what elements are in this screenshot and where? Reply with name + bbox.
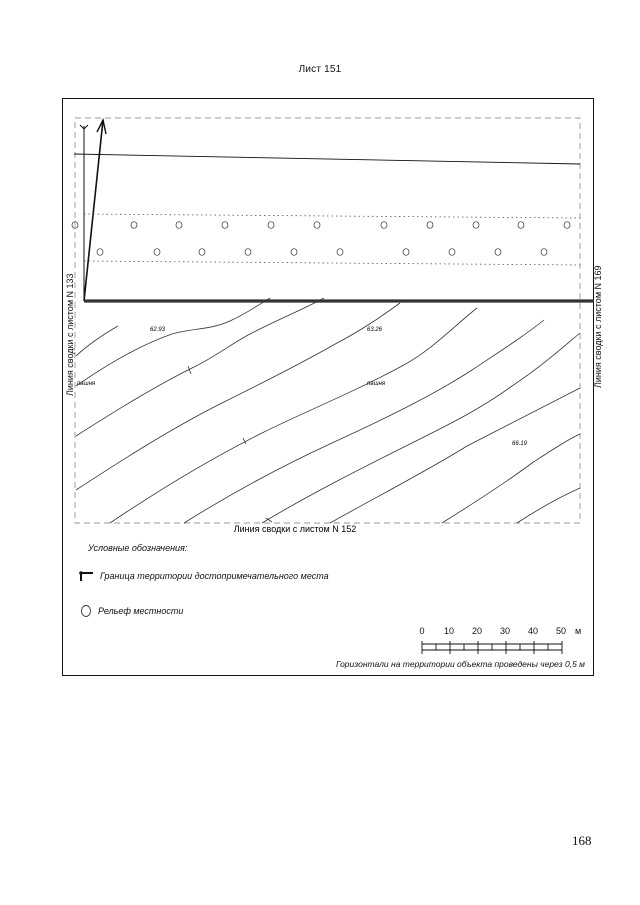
contour-line [517,488,580,523]
relief-circle [199,249,205,256]
contour-line [76,298,324,436]
relief-circle [564,222,570,229]
scale-tick-label: 30 [499,626,511,636]
land-label: пашня [367,381,386,387]
relief-circle [495,249,501,256]
page-number: 168 [572,833,592,848]
relief-circle [541,249,547,256]
relief-circle [176,222,182,229]
scale-ruler [420,638,570,658]
legend-item-boundary [78,571,329,581]
relief-circle [268,222,274,229]
contour-ticks [188,366,272,522]
legend-label: Граница территории достопримечательного места [100,571,329,581]
legend-title: Условные обозначения: [88,543,188,553]
dotted-line-bottom [84,261,580,265]
land-label: пашня [77,381,96,387]
relief-circle [449,249,455,256]
dotted-line-top [84,214,580,218]
relief-circle [427,222,433,229]
boundary-marker-icon [78,571,94,581]
relief-circle [518,222,524,229]
relief-circle [131,222,137,229]
contour-line [76,303,400,490]
contour-line [330,388,580,523]
relief-circle-icon [80,604,92,618]
relief-circle [314,222,320,229]
relief-circle [291,249,297,256]
scale-tick-label: 20 [471,626,483,636]
left-summary-label: Линия сводки с листом N 133 [65,273,75,396]
right-summary-label: Линия сводки с листом N 169 [593,265,603,388]
contour-line [76,326,118,356]
relief-circle [245,249,251,256]
scale-tick-label: 50 [555,626,567,636]
sheet-title: Лист 151 [298,64,342,75]
relief-circle [403,249,409,256]
elevation-label: 63.26 [367,327,383,333]
scale-tick-label: 10 [443,626,455,636]
relief-circles-row-2 [97,249,547,256]
elevation-label: 66.19 [512,441,528,447]
north-arrow-icon [80,120,106,301]
relief-circle [381,222,387,229]
relief-circles-row-1 [72,222,570,229]
map-drawing [62,98,594,676]
relief-circle [473,222,479,229]
relief-circle [337,249,343,256]
legend-item-relief [80,604,183,618]
contour-line [262,333,580,523]
scale-tick-label: 0 [419,626,425,636]
contour-interval-note: Горизонтали на территории объекта проведены через 0,5 м [335,659,585,669]
road-top-line [74,154,580,164]
relief-circle [222,222,228,229]
relief-circle [97,249,103,256]
contour-line [110,308,477,523]
contour-line [442,434,580,523]
scale-unit: м [575,626,582,636]
bottom-summary-label: Линия сводки с листом N 152 [233,524,357,534]
scale-tick-label: 40 [527,626,539,636]
legend-label: Рельеф местности [98,606,184,616]
relief-circle [154,249,160,256]
map-inner-boundary [75,118,580,523]
elevation-label: 62.93 [150,327,166,333]
contour-line [76,298,270,386]
